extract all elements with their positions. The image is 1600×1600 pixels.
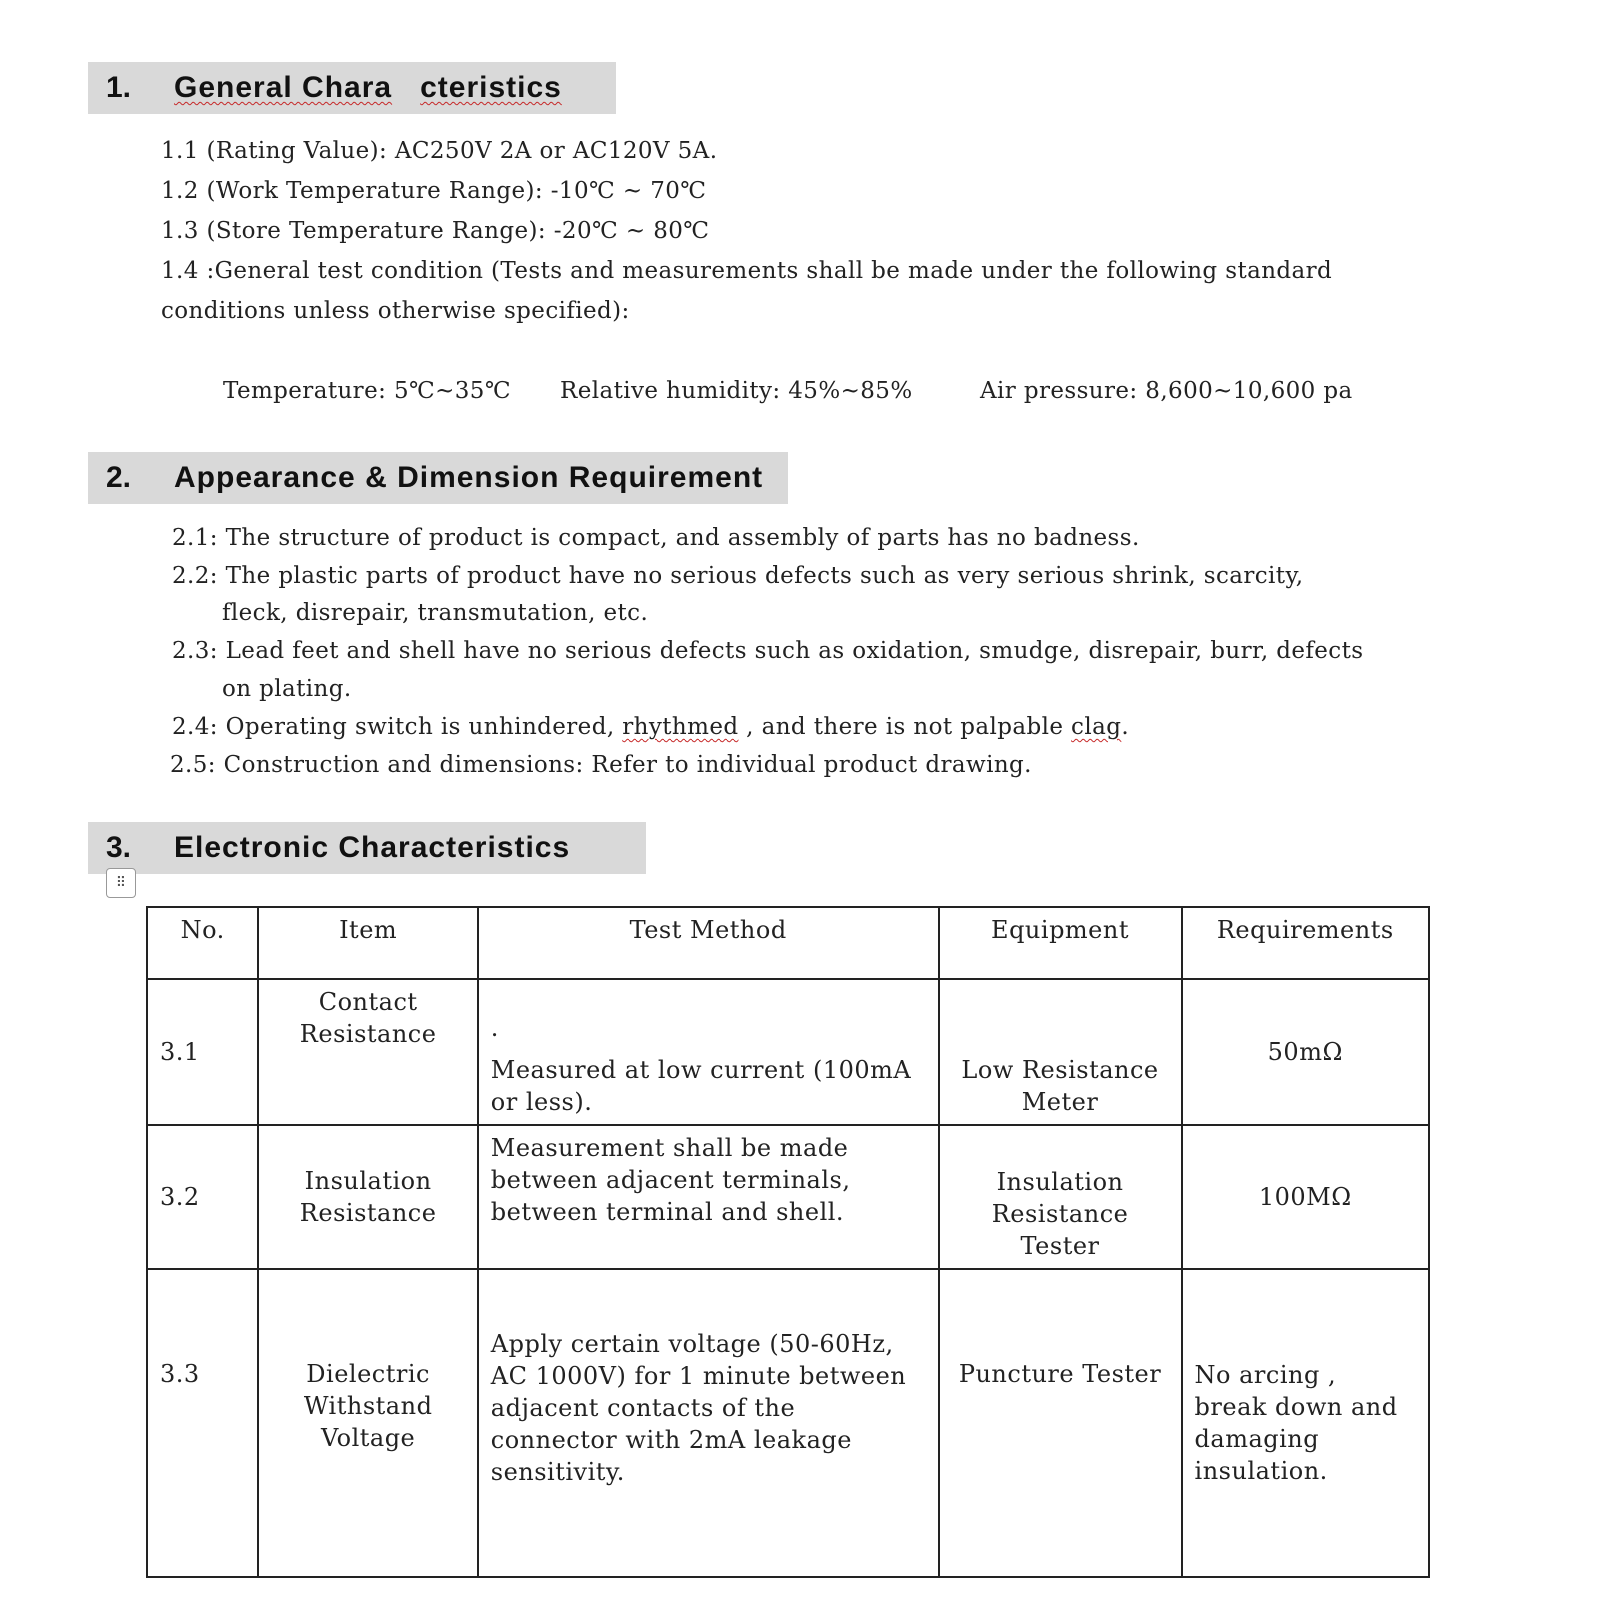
humidity-condition: Relative humidity: 45%~85%: [560, 378, 913, 404]
row-number: 3.1: [147, 979, 258, 1125]
spellcheck-word-clag: clag: [1071, 714, 1122, 740]
header-equipment: Equipment: [939, 907, 1182, 979]
table-header-row: [147, 907, 1429, 979]
rating-value-line: 1.1 (Rating Value): AC250V 2A or AC120V 5A.: [161, 138, 718, 164]
row-requirement: 50mΩ: [1182, 979, 1429, 1125]
appearance-item-2-4-text-mid: , and there is not palpable: [738, 714, 1072, 740]
work-temperature-line: 1.2 (Work Temperature Range): -10℃ ~ 70℃: [161, 178, 707, 204]
section-1-number: 1.: [106, 71, 132, 104]
row-test-method: Apply certain voltage (50-60Hz, AC 1000V) for 1 minute between adjacent contacts of the connector with 2mA leakage sensitivity.: [478, 1269, 939, 1577]
row-item: Contact Resistance: [258, 979, 477, 1125]
row-equipment: Low Resistance Meter: [939, 979, 1182, 1125]
row-equipment: Puncture Tester: [939, 1269, 1182, 1577]
section-3-number: 3.: [106, 831, 132, 864]
test-condition-line-cont: conditions unless otherwise specified):: [161, 298, 630, 324]
appearance-item-2-4: [172, 714, 1129, 740]
table-move-handle-icon[interactable]: ⠿: [106, 868, 136, 898]
row-test-method: [478, 979, 939, 1125]
row-test-method-dot: .: [490, 1014, 499, 1042]
row-requirement: No arcing , break down and damaging insulation.: [1182, 1269, 1429, 1577]
section-1-title: [174, 62, 562, 114]
row-number: 3.3: [147, 1269, 258, 1577]
appearance-item-2-4-text: 2.4: Operating switch is unhindered,: [172, 714, 623, 740]
section-1-title-part-b: cteristics: [420, 71, 562, 104]
header-no: No.: [147, 907, 258, 979]
appearance-item-2-3: 2.3: Lead feet and shell have no serious defects such as oxidation, smudge, disrepair, burr, defects: [172, 638, 1364, 664]
section-1-header: [88, 62, 616, 114]
section-2-header: [88, 452, 788, 504]
appearance-item-2-4-end: .: [1121, 714, 1130, 740]
spellcheck-word-rhythmed: rhythmed: [622, 714, 739, 740]
header-item: Item: [258, 907, 477, 979]
appearance-item-2-2: 2.2: The plastic parts of product have no serious defects such as very serious shrink, scarcity,: [172, 563, 1304, 589]
table-row: [147, 1269, 1429, 1577]
row-equipment: Insulation Resistance Tester: [939, 1125, 1182, 1269]
row-number: 3.2: [147, 1125, 258, 1269]
appearance-item-2-3-cont: on plating.: [222, 676, 352, 702]
row-test-method-text: Measured at low current (100mA or less).: [490, 1056, 912, 1116]
section-2-number: 2.: [106, 461, 132, 494]
appearance-item-2-5: 2.5: Construction and dimensions: Refer to individual product drawing.: [170, 752, 1032, 778]
section-2-title: Appearance & Dimension Requirement: [174, 461, 764, 494]
row-item: Dielectric Withstand Voltage: [258, 1269, 477, 1577]
table-row: [147, 1125, 1429, 1269]
table-row: [147, 979, 1429, 1125]
header-requirements: Requirements: [1182, 907, 1429, 979]
temperature-condition: Temperature: 5℃~35℃: [223, 378, 511, 404]
appearance-item-2-2-cont: fleck, disrepair, transmutation, etc.: [222, 600, 649, 626]
section-1-title-part-a: General Chara: [174, 71, 393, 104]
appearance-item-2-1: 2.1: The structure of product is compact, and assembly of parts has no badness.: [172, 525, 1140, 551]
row-test-method: Measurement shall be made between adjacent terminals, between terminal and shell.: [478, 1125, 939, 1269]
pressure-condition: Air pressure: 8,600~10,600 pa: [980, 378, 1353, 404]
header-test-method: Test Method: [478, 907, 939, 979]
row-requirement: 100MΩ: [1182, 1125, 1429, 1269]
store-temperature-line: 1.3 (Store Temperature Range): -20℃ ~ 80℃: [161, 218, 710, 244]
section-3-title: Electronic Characteristics: [174, 831, 571, 864]
test-condition-line: 1.4 :General test condition (Tests and measurements shall be made under the following standard: [161, 258, 1333, 284]
section-3-header: [88, 822, 646, 874]
electronic-characteristics-table: [146, 906, 1430, 1578]
row-item: Insulation Resistance: [258, 1125, 477, 1269]
